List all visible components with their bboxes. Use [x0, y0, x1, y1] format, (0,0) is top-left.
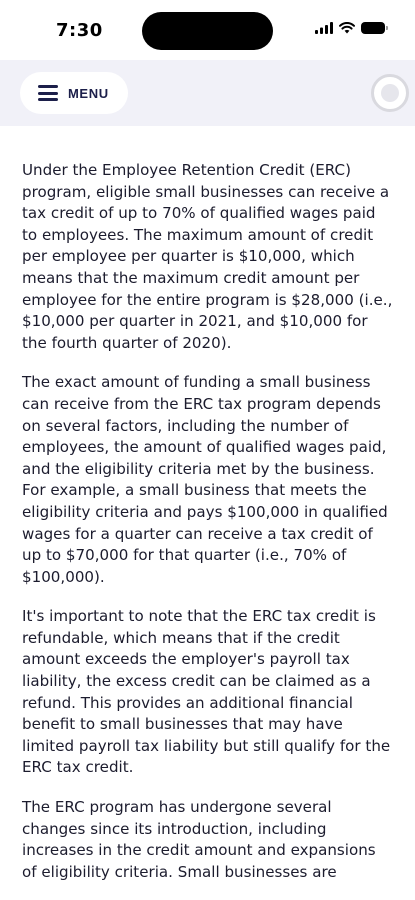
article-content	[22, 160, 394, 900]
article-paragraph: The ERC program has undergone several changes since its introduction, including increases in the credit amount and expansions of eligibility criteria. Small businesses are	[22, 798, 376, 881]
menu-button[interactable]	[20, 72, 128, 114]
hamburger-icon	[38, 85, 58, 101]
avatar-silhouette	[381, 84, 399, 102]
menu-label: MENU	[68, 85, 109, 101]
signal-icon	[315, 22, 333, 34]
wifi-icon	[339, 22, 355, 34]
article-paragraph: Under the Employee Retention Credit (ERC) program, eligible small businesses can receive a tax credit of up to 70% of qualified wages paid to employees. The maximum amount of credit per employee per quarter is $10,000, which means that the maximum credit amount per employee for the entire program is $28,000 (i.e., $10,000 per quarter in 2021, and $10,000 for the fourth quarter of 2020).	[22, 161, 393, 352]
dynamic-island	[142, 12, 273, 50]
battery-icon	[361, 22, 385, 34]
status-bar	[0, 0, 415, 60]
article-paragraph: It's important to note that the ERC tax credit is refundable, which means that if the credit amount exceeds the employer's payroll tax liability, the excess credit can be claimed as a refund. This provides an additional financial benefit to small businesses that may have limited payroll tax liability but still qualify for the ERC tax credit.	[22, 607, 391, 777]
status-icons	[315, 22, 385, 34]
avatar-icon[interactable]	[371, 74, 409, 112]
status-time: 7:30	[56, 20, 103, 41]
app-header	[0, 60, 415, 126]
article-paragraph: The exact amount of funding a small business can receive from the ERC tax program depends on several factors, including the number of employees, the amount of qualified wages paid, and the eligibility criteria met by the business. For example, a small business that meets the eligibility criteria and pays $100,000 in qualified wages for a quarter can receive a tax credit of up to $70,000 for that quarter (i.e., 70% of $100,000).	[22, 373, 388, 586]
